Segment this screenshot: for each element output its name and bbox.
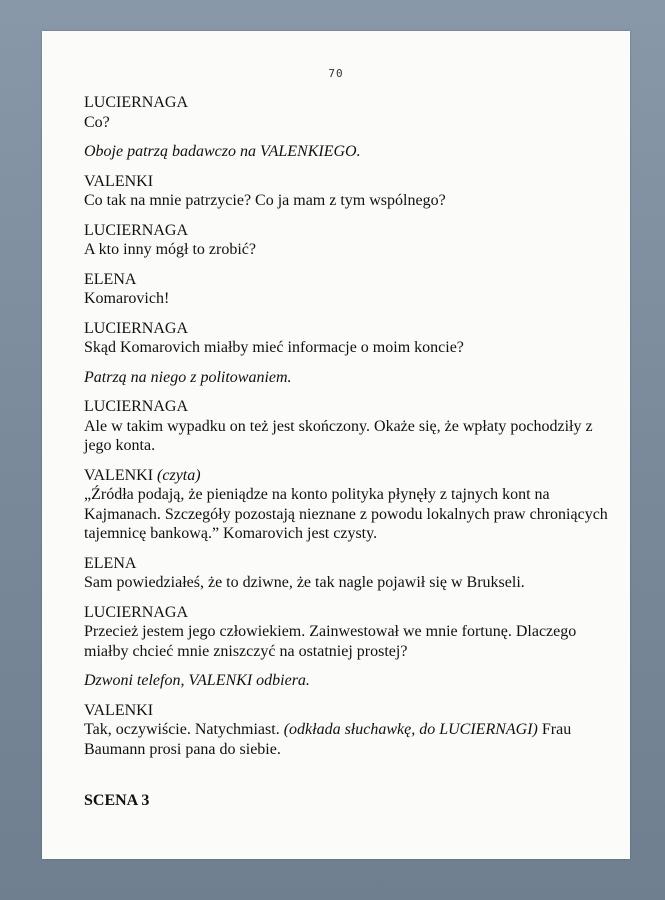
dialogue-block: [84, 172, 609, 211]
page-number: 70: [328, 67, 344, 80]
speaker-line: [84, 466, 609, 486]
script-page: [42, 31, 630, 859]
scene-heading: SCENA 3: [84, 792, 150, 809]
dialogue-line: Ale w takim wypadku on też jest skończony. Okaże się, że wpłaty pochodziły z jego konta.: [84, 417, 593, 454]
stage-direction: Patrzą na niego z politowaniem.: [84, 368, 292, 386]
speaker-name: LUCIERNAGA: [84, 603, 188, 621]
speaker-name: LUCIERNAGA: [84, 398, 188, 415]
dialogue-text: Tak, oczywiście. Natychmiast.: [84, 721, 284, 738]
speaker-name: ELENA: [84, 554, 137, 572]
speaker-name: LUCIERNAGA: [84, 319, 188, 337]
dialogue-block: [84, 270, 609, 309]
dialogue-block: [84, 701, 609, 760]
dialogue-block: [84, 554, 609, 593]
speaker-name: VALENKI: [84, 466, 154, 484]
dialogue-block: [84, 319, 609, 358]
dialogue-line: Przecież jestem jego człowiekiem. Zainwestował we mnie fortunę. Dlaczego miałby chcieć mnie zniszczyć na ostatniej prostej?: [84, 623, 577, 660]
speaker-name: VALENKI: [84, 172, 154, 190]
dialogue-line: Komarovich!: [84, 290, 170, 307]
dialogue-line: Sam powiedziałeś, że to dziwne, że tak nagle pojawił się w Brukseli.: [84, 574, 525, 591]
inline-stage-direction: (odkłada słuchawkę, do LUCIERNAGI): [283, 721, 538, 738]
speaker-name: ELENA: [84, 270, 137, 288]
stage-direction: Dzwoni telefon, VALENKI odbiera.: [84, 672, 310, 689]
dialogue-line: A kto inny mógł to zrobić?: [84, 241, 256, 258]
dialogue-line: Co?: [84, 113, 110, 131]
dialogue-line: „Źródła podają, że pieniądze na konto polityka płynęły z tajnych kont na Kajmanach. Szczegóły pozostają nieznane z powodu lokalnych praw chroniących tajemnicę bankową.” Komarovich jest czysty.: [84, 486, 608, 542]
speaker-name: LUCIERNAGA: [84, 221, 188, 239]
dialogue-block: [84, 93, 609, 132]
speaker-name: VALENKI: [84, 701, 154, 719]
page-content: [84, 93, 609, 827]
stage-direction: Oboje patrzą badawczo na VALENKIEGO.: [84, 143, 361, 160]
parenthetical-note: (czyta): [157, 466, 201, 484]
dialogue-line: [84, 720, 609, 759]
dialogue-block: [84, 603, 609, 662]
dialogue-text: Frau Baumann prosi pana do siebie.: [84, 721, 572, 758]
dialogue-line: Co tak na mnie patrzycie? Co ja mam z tym wspólnego?: [84, 192, 446, 209]
dialogue-block: [84, 466, 609, 544]
dialogue-block: [84, 221, 609, 260]
dialogue-line: Skąd Komarovich miałby mieć informacje o moim koncie?: [84, 339, 464, 356]
speaker-name: LUCIERNAGA: [84, 94, 188, 111]
dialogue-block: [84, 397, 609, 456]
